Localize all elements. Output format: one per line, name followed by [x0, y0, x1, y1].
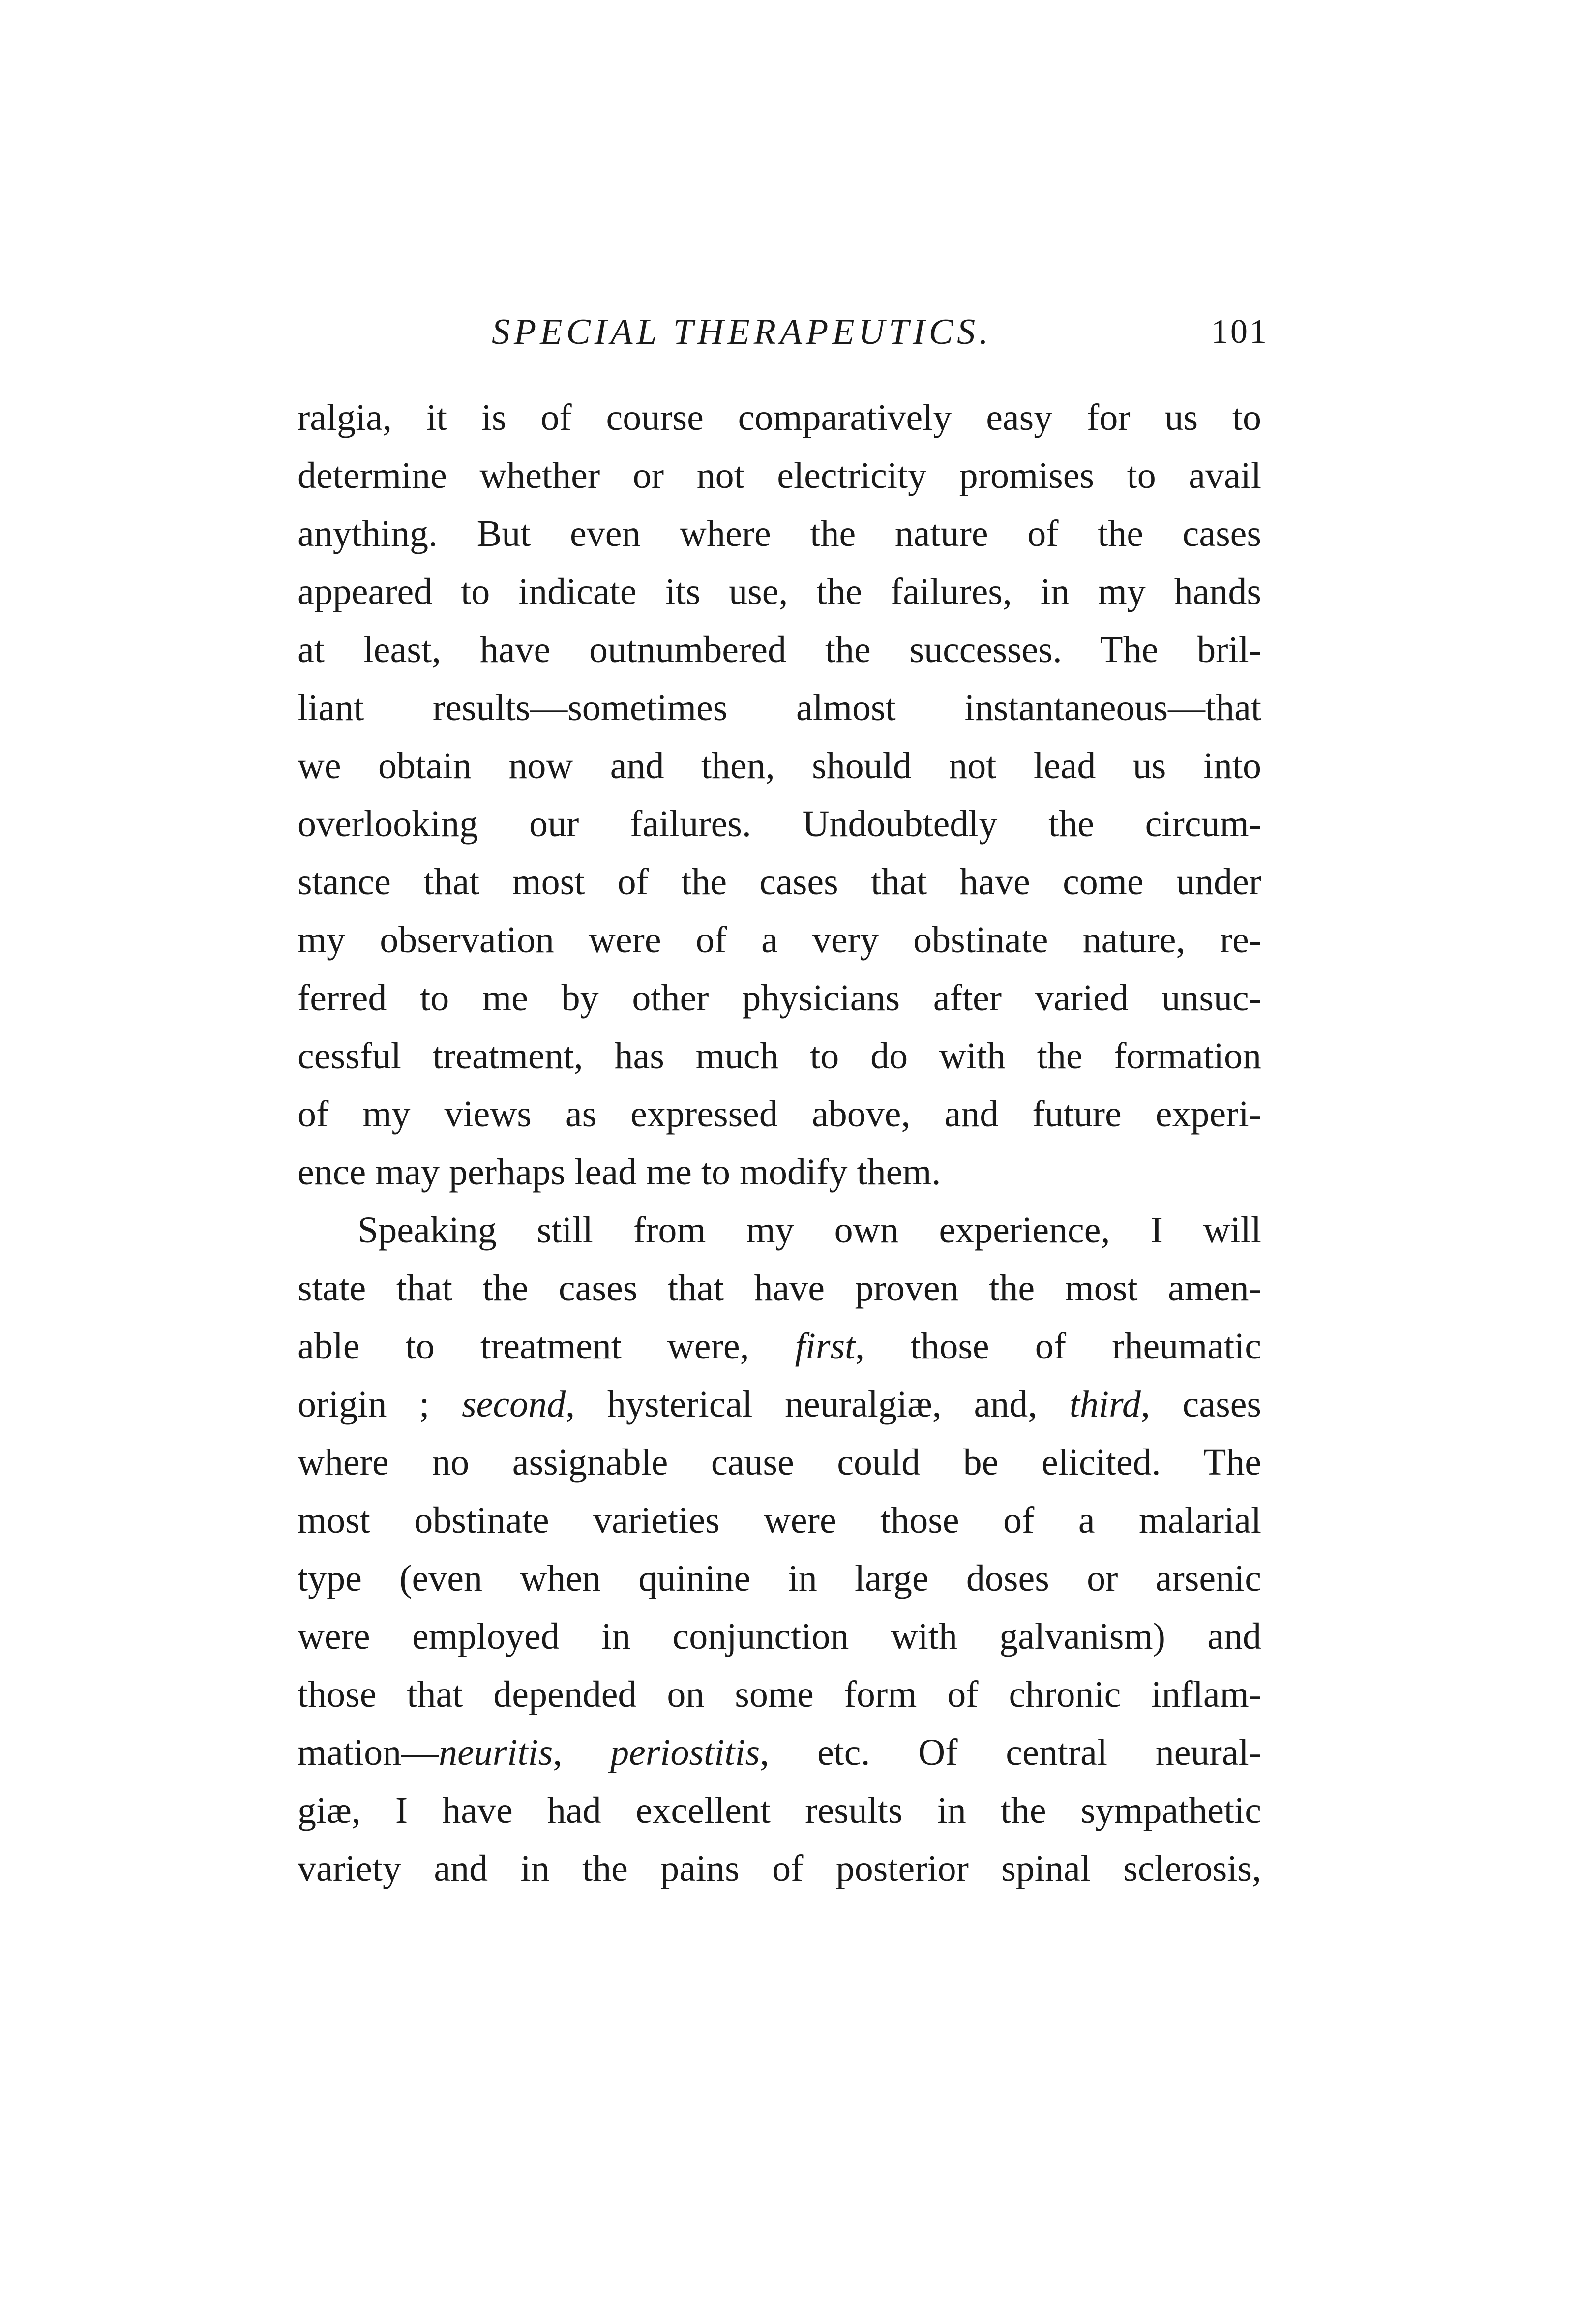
- text-line: my observation were of a very obstinate nature, re-: [298, 919, 1261, 961]
- italic-word: first: [795, 1326, 856, 1367]
- text-line: origin ; second, hysterical neuralgiæ, and, third, cases: [298, 1384, 1261, 1425]
- text-line: where no assignable cause could be elicited. The: [298, 1442, 1261, 1483]
- running-head: [492, 310, 1269, 354]
- text-line: ferred to me by other physicians after varied unsuc-: [298, 977, 1261, 1019]
- text-line: variety and in the pains of posterior spinal sclerosis,: [298, 1848, 1261, 1889]
- text-line: mation—neuritis, periostitis, etc. Of central neural-: [298, 1732, 1262, 1773]
- text-line: state that the cases that have proven the most amen-: [298, 1268, 1261, 1309]
- text-line: cessful treatment, has much to do with the formation: [298, 1035, 1261, 1077]
- body-text: [298, 389, 1261, 1898]
- text-line: stance that most of the cases that have come under: [298, 861, 1261, 903]
- text-line: overlooking our failures. Undoubtedly the circum-: [298, 803, 1261, 845]
- text-line: ralgia, it is of course comparatively easy for us to: [298, 397, 1261, 438]
- italic-word: periostitis: [610, 1732, 760, 1773]
- text-line: able to treatment were, first, those of rheumatic: [298, 1326, 1261, 1367]
- page-number: 101: [1211, 313, 1269, 351]
- text-line: were employed in conjunction with galvanism) and: [298, 1616, 1261, 1657]
- text-line: of my views as expressed above, and future experi-: [298, 1093, 1261, 1135]
- italic-word: third: [1069, 1384, 1141, 1425]
- text-line: giæ, I have had excellent results in the sympathetic: [298, 1790, 1261, 1831]
- text-line: at least, have outnumbered the successes. The bril-: [298, 629, 1261, 670]
- text-line: we obtain now and then, should not lead us into: [298, 745, 1261, 786]
- italic-word: neuritis: [439, 1732, 553, 1773]
- text-line-indented: Speaking still from my own experience, I will: [357, 1209, 1261, 1251]
- text-line: liant results—sometimes almost instantaneous—that: [298, 687, 1261, 728]
- text-line: most obstinate varieties were those of a malarial: [298, 1500, 1261, 1541]
- text-line: determine whether or not electricity promises to avail: [298, 455, 1261, 496]
- text-line: appeared to indicate its use, the failures, in my hands: [298, 571, 1261, 612]
- text-line: anything. But even where the nature of the cases: [298, 513, 1261, 554]
- running-title: SPECIAL THERAPEUTICS.: [492, 312, 992, 352]
- text-line: ence may perhaps lead me to modify them.: [298, 1151, 941, 1193]
- text-line: type (even when quinine in large doses or arsenic: [298, 1558, 1261, 1599]
- text-line: those that depended on some form of chronic inflam-: [298, 1674, 1261, 1715]
- italic-word: second: [462, 1384, 566, 1425]
